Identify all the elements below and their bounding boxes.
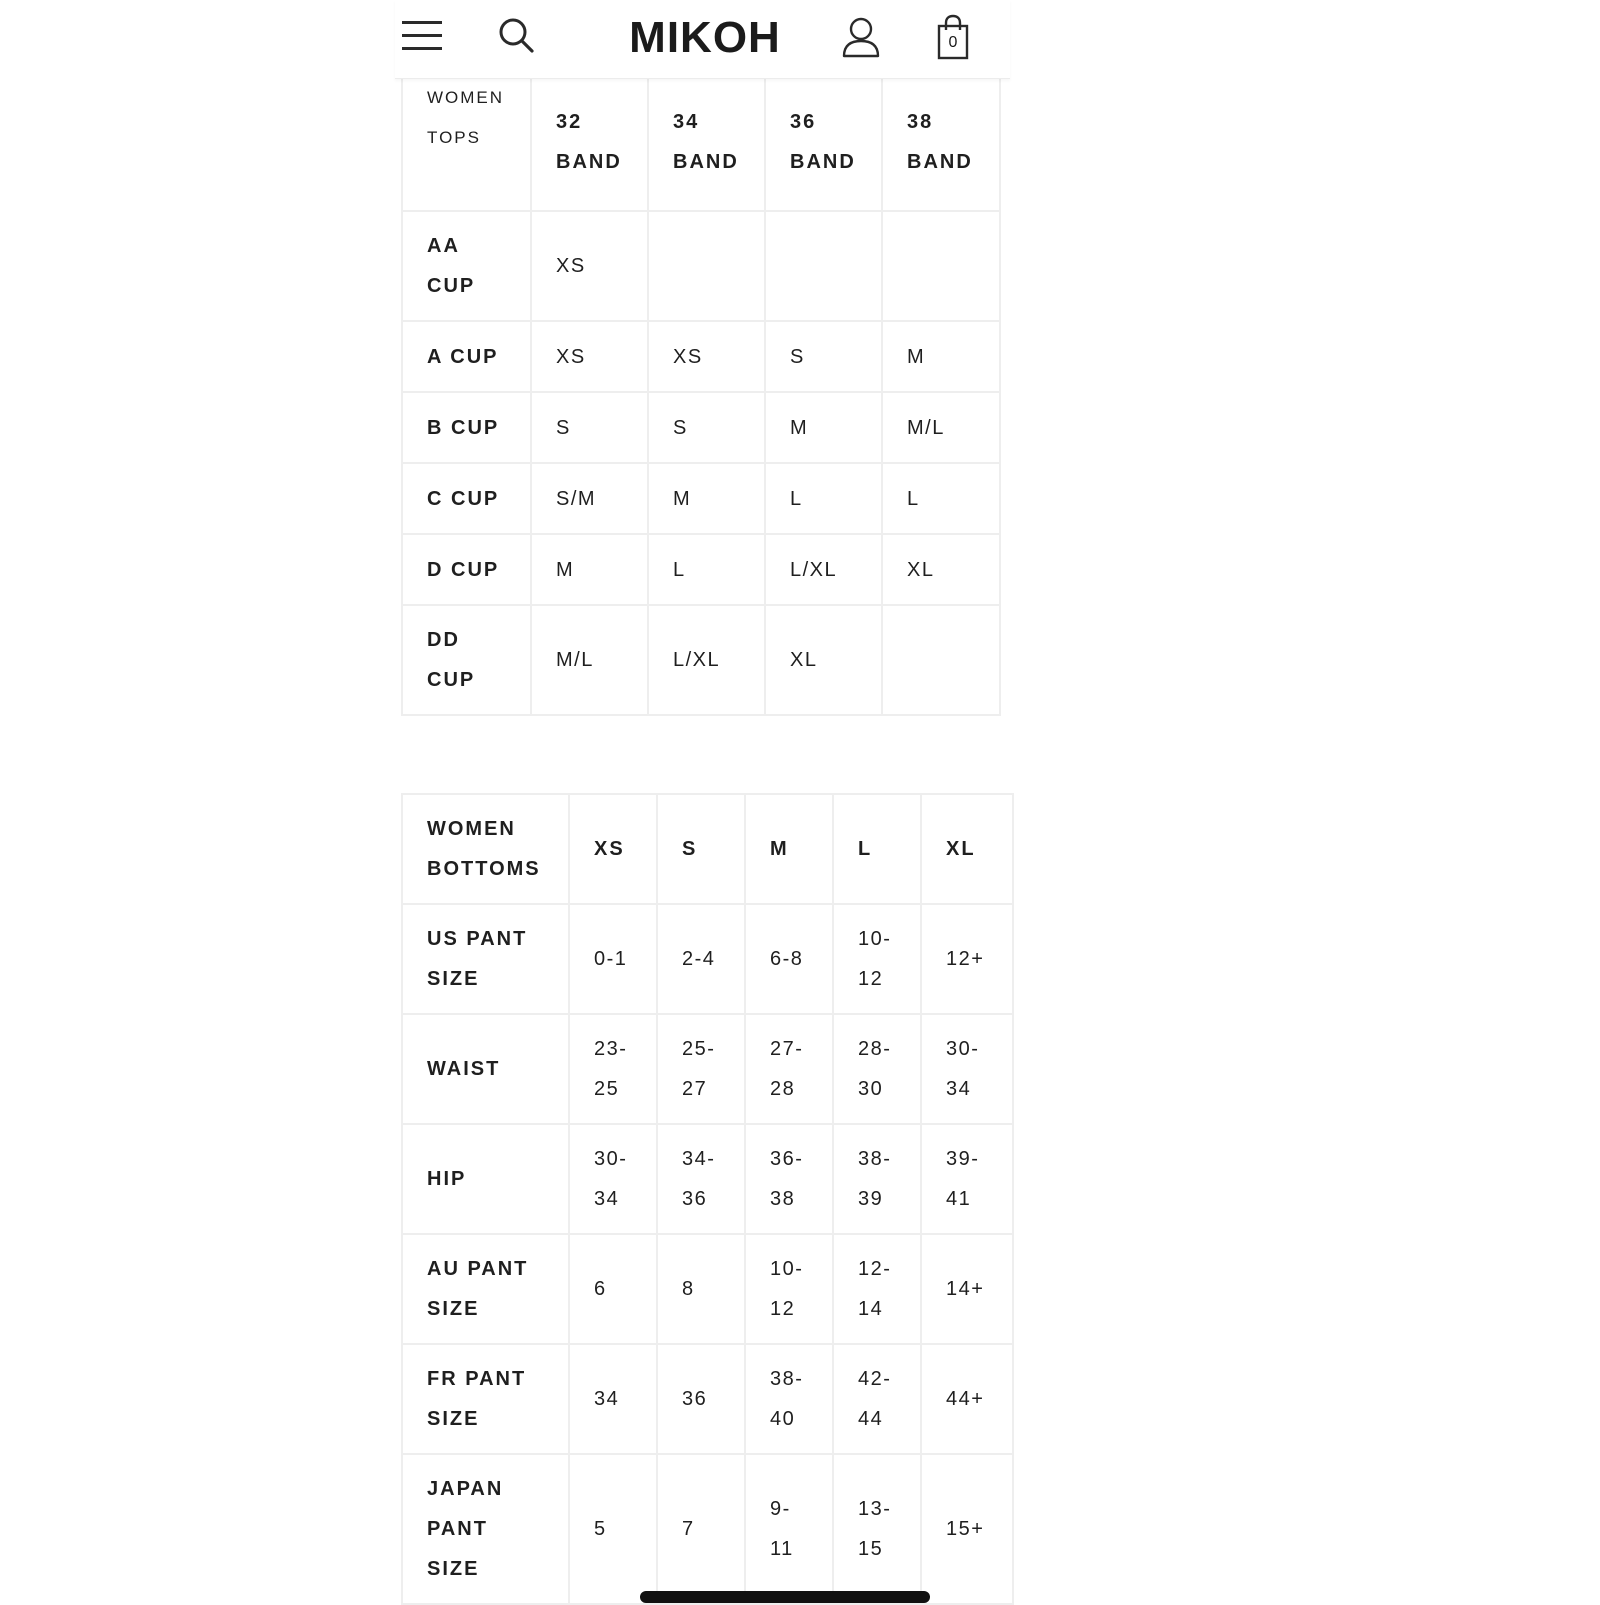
table-cell: L/XL: [765, 534, 882, 605]
table-cell: 15+: [921, 1454, 1013, 1604]
search-button[interactable]: [495, 14, 537, 56]
row-header-c-cup: C CUP: [402, 463, 531, 534]
column-header-38-band: 38 BAND: [882, 73, 1000, 211]
table-cell: S: [531, 392, 648, 463]
table-cell: S/M: [531, 463, 648, 534]
women-tops-size-table: [401, 72, 1001, 716]
table-cell: 6-8: [745, 904, 833, 1014]
home-indicator-bar[interactable]: [640, 1591, 930, 1603]
column-header-36-band: 36 BAND: [765, 73, 882, 211]
row-header-waist: WAIST: [402, 1014, 569, 1124]
table-cell: 6: [569, 1234, 657, 1344]
table-cell: 13- 15: [833, 1454, 921, 1604]
table-cell: 30- 34: [569, 1124, 657, 1234]
column-header-34-band: 34 BAND: [648, 73, 765, 211]
table-cell: 9- 11: [745, 1454, 833, 1604]
table-row: [402, 1454, 1013, 1604]
table-cell: XL: [882, 534, 1000, 605]
table-cell: 23- 25: [569, 1014, 657, 1124]
table-cell: 34: [569, 1344, 657, 1454]
table-cell: [765, 211, 882, 321]
table-cell: 36- 38: [745, 1124, 833, 1234]
table-cell: L: [882, 463, 1000, 534]
cart-count-badge: 0: [948, 34, 958, 51]
table-row: [402, 1344, 1013, 1454]
table-cell: L: [765, 463, 882, 534]
table-cell: 10- 12: [745, 1234, 833, 1344]
table-cell: 0-1: [569, 904, 657, 1014]
table-cell: 14+: [921, 1234, 1013, 1344]
table-cell: 5: [569, 1454, 657, 1604]
column-header-s: S: [657, 794, 745, 904]
account-button[interactable]: [841, 16, 881, 60]
table-row: [402, 534, 1000, 605]
table-cell: 38- 40: [745, 1344, 833, 1454]
table-cell: M/L: [531, 605, 648, 715]
row-header-a-cup: A CUP: [402, 321, 531, 392]
user-account-icon: [841, 16, 881, 60]
table-cell: 30- 34: [921, 1014, 1013, 1124]
table-cell: 42- 44: [833, 1344, 921, 1454]
cart-button[interactable]: [933, 14, 973, 62]
row-header-aa-cup: AA CUP: [402, 211, 531, 321]
table-row: [402, 1234, 1013, 1344]
row-header-au-pant-size: AU PANT SIZE: [402, 1234, 569, 1344]
site-header: [395, 0, 1010, 79]
column-header-l: L: [833, 794, 921, 904]
column-header-32-band: 32 BAND: [531, 73, 648, 211]
table-cell: M: [648, 463, 765, 534]
table-row: [402, 463, 1000, 534]
table-cell: 10- 12: [833, 904, 921, 1014]
row-header-d-cup: D CUP: [402, 534, 531, 605]
table-row: [402, 321, 1000, 392]
table-corner-label: WOMEN BOTTOMS: [402, 794, 569, 904]
table-cell: L: [648, 534, 765, 605]
table-cell: 27- 28: [745, 1014, 833, 1124]
table-cell: XS: [531, 321, 648, 392]
table-cell: M: [882, 321, 1000, 392]
column-header-xl: XL: [921, 794, 1013, 904]
brand-logo[interactable]: MIKOH: [629, 13, 781, 62]
column-header-xs: XS: [569, 794, 657, 904]
table-cell: 38- 39: [833, 1124, 921, 1234]
table-cell: 28- 30: [833, 1014, 921, 1124]
table-cell: 8: [657, 1234, 745, 1344]
search-icon: [495, 14, 537, 56]
table-cell: 39- 41: [921, 1124, 1013, 1234]
table-cell: S: [648, 392, 765, 463]
table-cell: M: [531, 534, 648, 605]
table-cell: 12- 14: [833, 1234, 921, 1344]
table-row: [402, 211, 1000, 321]
column-header-m: M: [745, 794, 833, 904]
table-cell: [882, 605, 1000, 715]
menu-button[interactable]: [398, 18, 444, 54]
row-header-b-cup: B CUP: [402, 392, 531, 463]
table-header-row: [402, 73, 1000, 211]
table-row: [402, 1014, 1013, 1124]
table-cell: [882, 211, 1000, 321]
table-corner-label: WOMEN TOPS: [402, 73, 531, 211]
table-cell: 7: [657, 1454, 745, 1604]
table-cell: 12+: [921, 904, 1013, 1014]
table-cell: L/XL: [648, 605, 765, 715]
row-header-dd-cup: DD CUP: [402, 605, 531, 715]
table-cell: S: [765, 321, 882, 392]
table-cell: M: [765, 392, 882, 463]
women-bottoms-size-table: [401, 793, 1014, 1605]
table-cell: 44+: [921, 1344, 1013, 1454]
table-header-row: [402, 794, 1013, 904]
table-cell: 34- 36: [657, 1124, 745, 1234]
table-row: [402, 605, 1000, 715]
table-cell: [648, 211, 765, 321]
row-header-hip: HIP: [402, 1124, 569, 1234]
row-header-japan-pant-size: JAPAN PANT SIZE: [402, 1454, 569, 1604]
hamburger-menu-icon: [398, 18, 444, 54]
row-header-us-pant-size: US PANT SIZE: [402, 904, 569, 1014]
table-cell: 25- 27: [657, 1014, 745, 1124]
row-header-fr-pant-size: FR PANT SIZE: [402, 1344, 569, 1454]
table-cell: 36: [657, 1344, 745, 1454]
table-cell: XS: [648, 321, 765, 392]
table-row: [402, 1124, 1013, 1234]
table-cell: XS: [531, 211, 648, 321]
table-cell: XL: [765, 605, 882, 715]
table-cell: M/L: [882, 392, 1000, 463]
table-row: [402, 392, 1000, 463]
table-cell: 2-4: [657, 904, 745, 1014]
table-row: [402, 904, 1013, 1014]
